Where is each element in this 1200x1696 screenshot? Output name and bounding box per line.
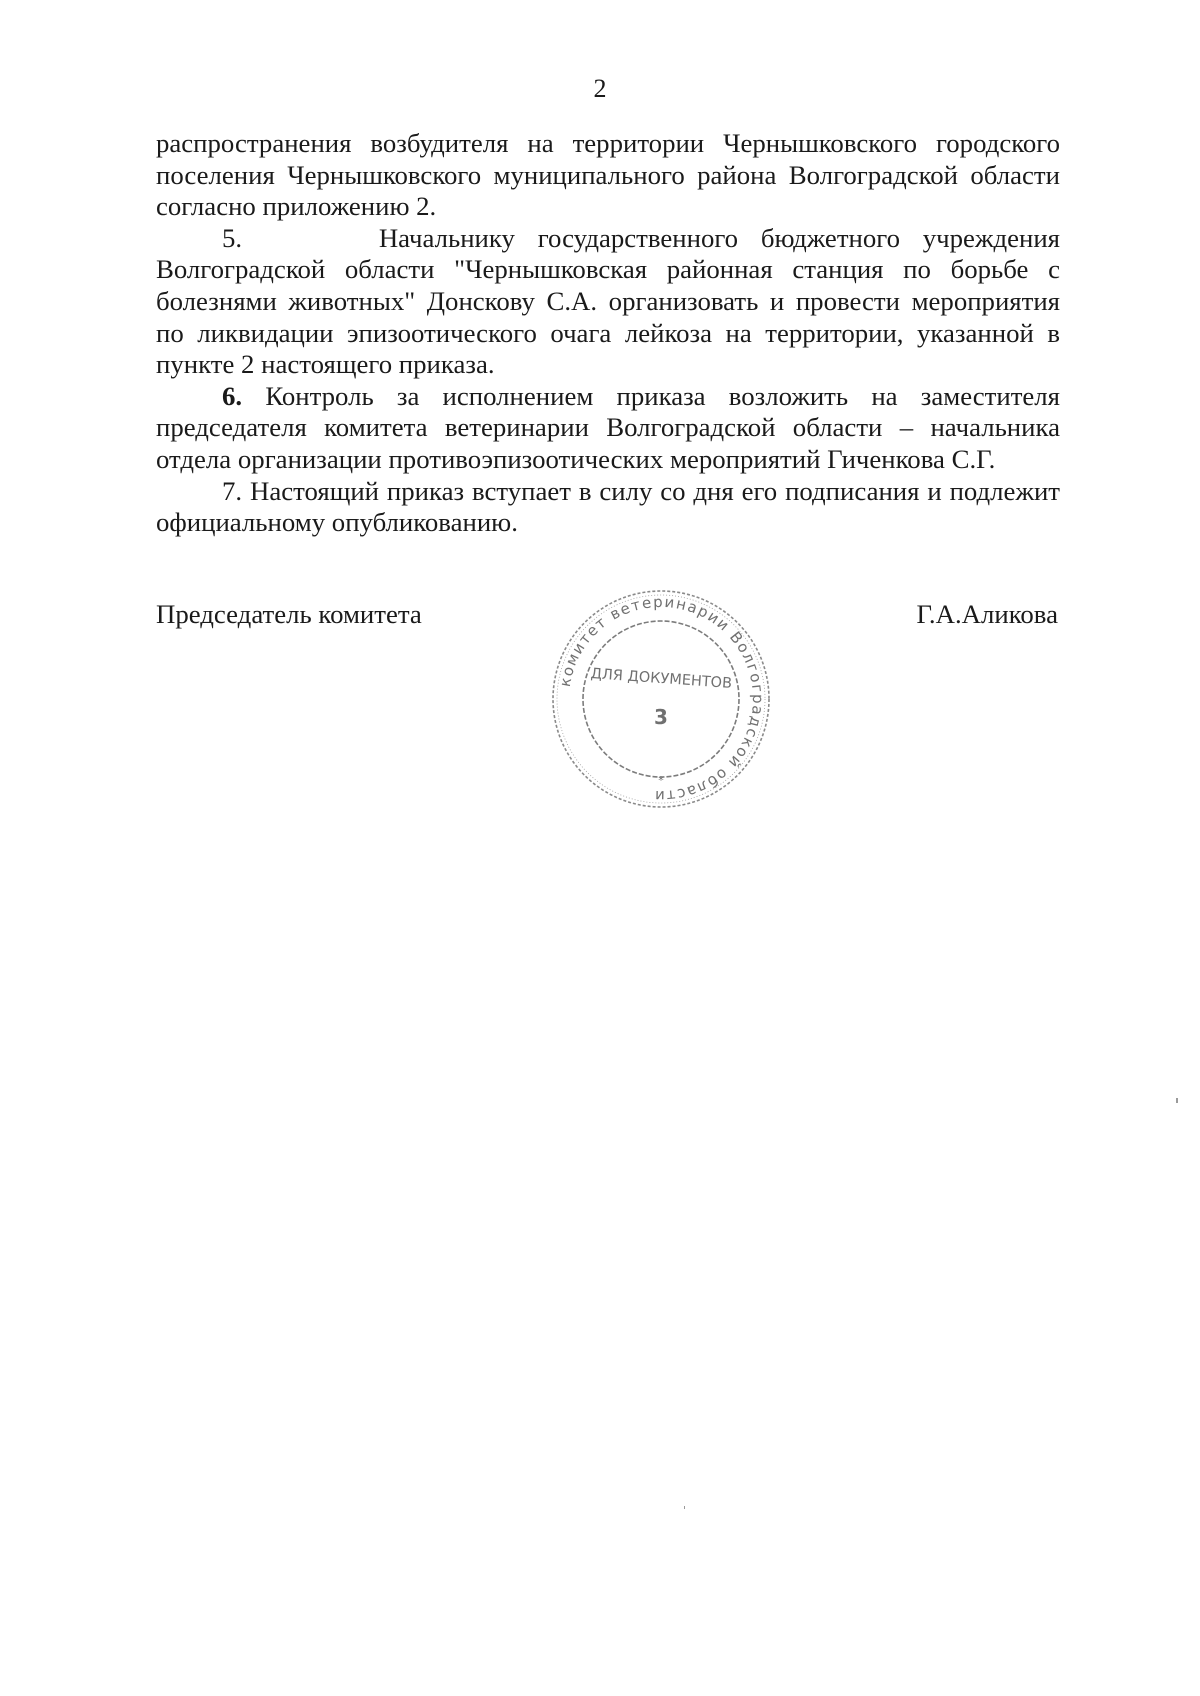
item-text: Контроль за исполнением приказа возложить на заместителя председателя комитета ветеринарии Волгоградской области – начальника отдела организации противоэпизоотических мероприятий Гиченкова С.Г. <box>156 380 1060 474</box>
document-body <box>156 128 1060 539</box>
stamp-ring-text: комитет ветеринарии Волгоградской области <box>555 592 768 806</box>
item-text: Начальнику государственного бюджетного учреждения Волгоградской области "Чернышковская районная станция по борьбе с болезнями животных" Донскову С.А. организовать и провести мероприятия по ликвидации эпизоотического очага лейкоза на территории, указанной в пункте 2 настоящего приказа. <box>156 222 1061 380</box>
item-text: Настоящий приказ вступает в силу со дня его подписания и подлежит официальному опубликованию. <box>156 475 1061 538</box>
signature-title: Председатель комитета <box>156 599 422 629</box>
scan-speck <box>1176 1098 1178 1103</box>
page-number: 2 <box>593 74 607 103</box>
paragraph-item-7 <box>156 476 1060 539</box>
star-icon: * <box>658 774 664 787</box>
paragraph-item-6 <box>156 381 1060 476</box>
signature-name: Г.А.Аликова <box>916 599 1058 629</box>
stamp-center-text: ДЛЯ ДОКУМЕНТОВ <box>590 666 733 692</box>
item-number: 6. <box>222 380 243 411</box>
paragraph-continuation: распространения возбудителя на территории Чернышковского городского поселения Чернышковского муниципального района Волгоградской области согласно приложению 2. <box>156 128 1060 222</box>
official-stamp <box>546 584 776 814</box>
scan-speck <box>684 1506 685 1509</box>
stamp-number: 3 <box>654 705 668 729</box>
item-number: 7. <box>222 475 243 506</box>
paragraph-item-5 <box>156 223 1060 381</box>
item-number: 5. <box>222 222 243 253</box>
